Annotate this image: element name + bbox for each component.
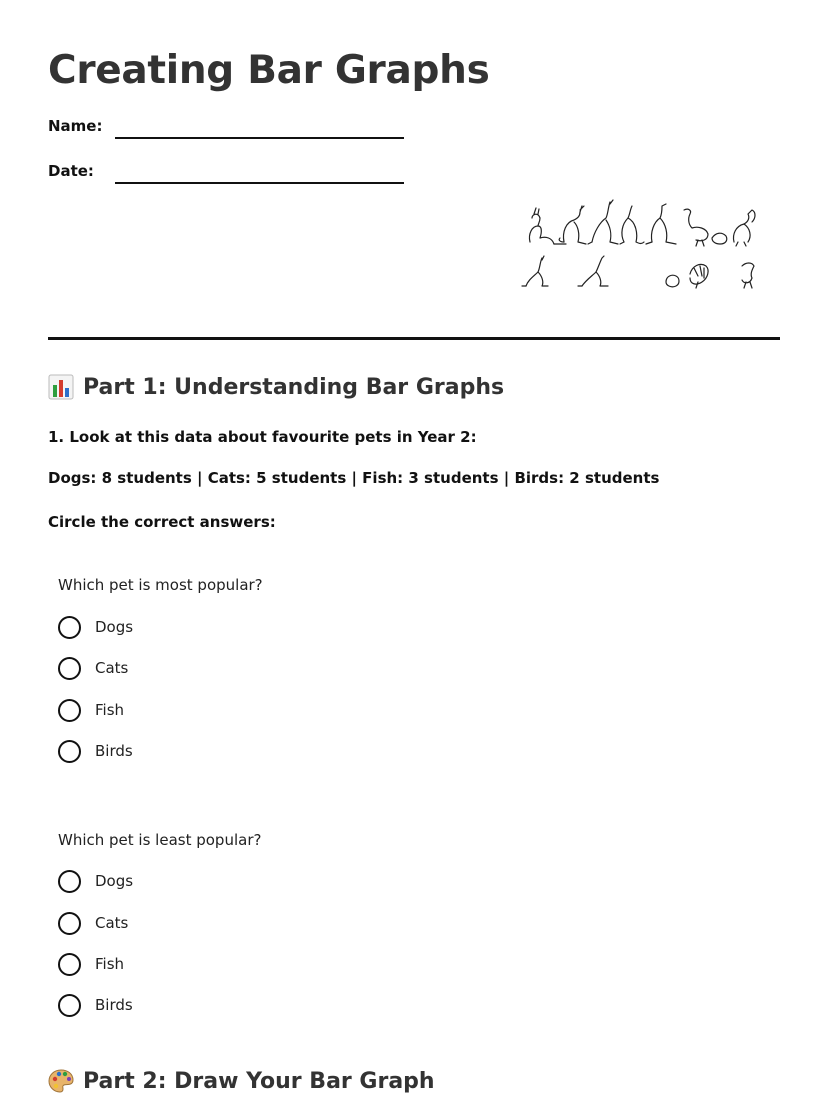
option-label: Cats [95, 914, 129, 932]
option-most-cats[interactable] [58, 655, 258, 681]
part1-intro: 1. Look at this data about favourite pets in Year 2: [48, 428, 477, 446]
radio-circle[interactable] [58, 657, 81, 680]
option-label: Dogs [95, 618, 134, 636]
radio-circle[interactable] [58, 870, 81, 893]
bird-icon [742, 263, 754, 288]
radio-circle[interactable] [58, 912, 81, 935]
platypus-icon [712, 233, 727, 244]
circle-instruction: Circle the correct answers: [48, 513, 276, 531]
option-most-birds[interactable] [58, 738, 258, 764]
kangaroo-icon [588, 200, 618, 244]
kangaroo-icon [559, 206, 586, 244]
date-label: Date: [48, 162, 94, 180]
lyrebird-icon [690, 264, 708, 288]
part2-heading-text: Part 2: Draw Your Bar Graph [83, 1068, 435, 1094]
name-write-line[interactable] [115, 137, 404, 139]
option-label: Birds [95, 996, 133, 1014]
kangaroo-icon [620, 206, 644, 244]
kangaroo-icon [529, 208, 566, 244]
question-least-popular: Which pet is least popular? [58, 831, 262, 849]
option-most-dogs[interactable] [58, 614, 258, 640]
option-label: Birds [95, 742, 133, 760]
radio-circle[interactable] [58, 616, 81, 639]
part1-heading-text: Part 1: Understanding Bar Graphs [83, 374, 505, 400]
option-least-cats[interactable] [58, 910, 258, 936]
pet-data-line: Dogs: 8 students | Cats: 5 students | Fish: 3 students | Birds: 2 students [48, 469, 660, 487]
radio-circle[interactable] [58, 740, 81, 763]
option-least-fish[interactable] [58, 951, 258, 977]
section-divider [48, 337, 780, 340]
kangaroo-icon [646, 204, 676, 244]
question-most-popular: Which pet is most popular? [58, 576, 263, 594]
emu-icon [684, 209, 708, 246]
option-most-fish[interactable] [58, 697, 258, 723]
kangaroo-icon [578, 256, 608, 286]
option-least-dogs[interactable] [58, 868, 258, 894]
radio-circle[interactable] [58, 994, 81, 1017]
name-label: Name: [48, 117, 103, 135]
radio-circle[interactable] [58, 699, 81, 722]
wombat-icon [666, 275, 679, 287]
palette-icon [48, 1068, 74, 1094]
date-write-line[interactable] [115, 182, 404, 184]
part2-heading [48, 1068, 435, 1094]
option-label: Cats [95, 659, 129, 677]
kangaroo-icon [522, 256, 548, 286]
page-title: Creating Bar Graphs [48, 48, 490, 93]
bar-chart-icon [48, 374, 74, 400]
option-label: Dogs [95, 872, 134, 890]
option-label: Fish [95, 955, 125, 973]
radio-circle[interactable] [58, 953, 81, 976]
option-least-birds[interactable] [58, 992, 258, 1018]
part1-heading [48, 374, 504, 400]
cockatoo-icon [733, 210, 755, 246]
option-label: Fish [95, 701, 125, 719]
australian-animals-illustration [520, 196, 760, 292]
